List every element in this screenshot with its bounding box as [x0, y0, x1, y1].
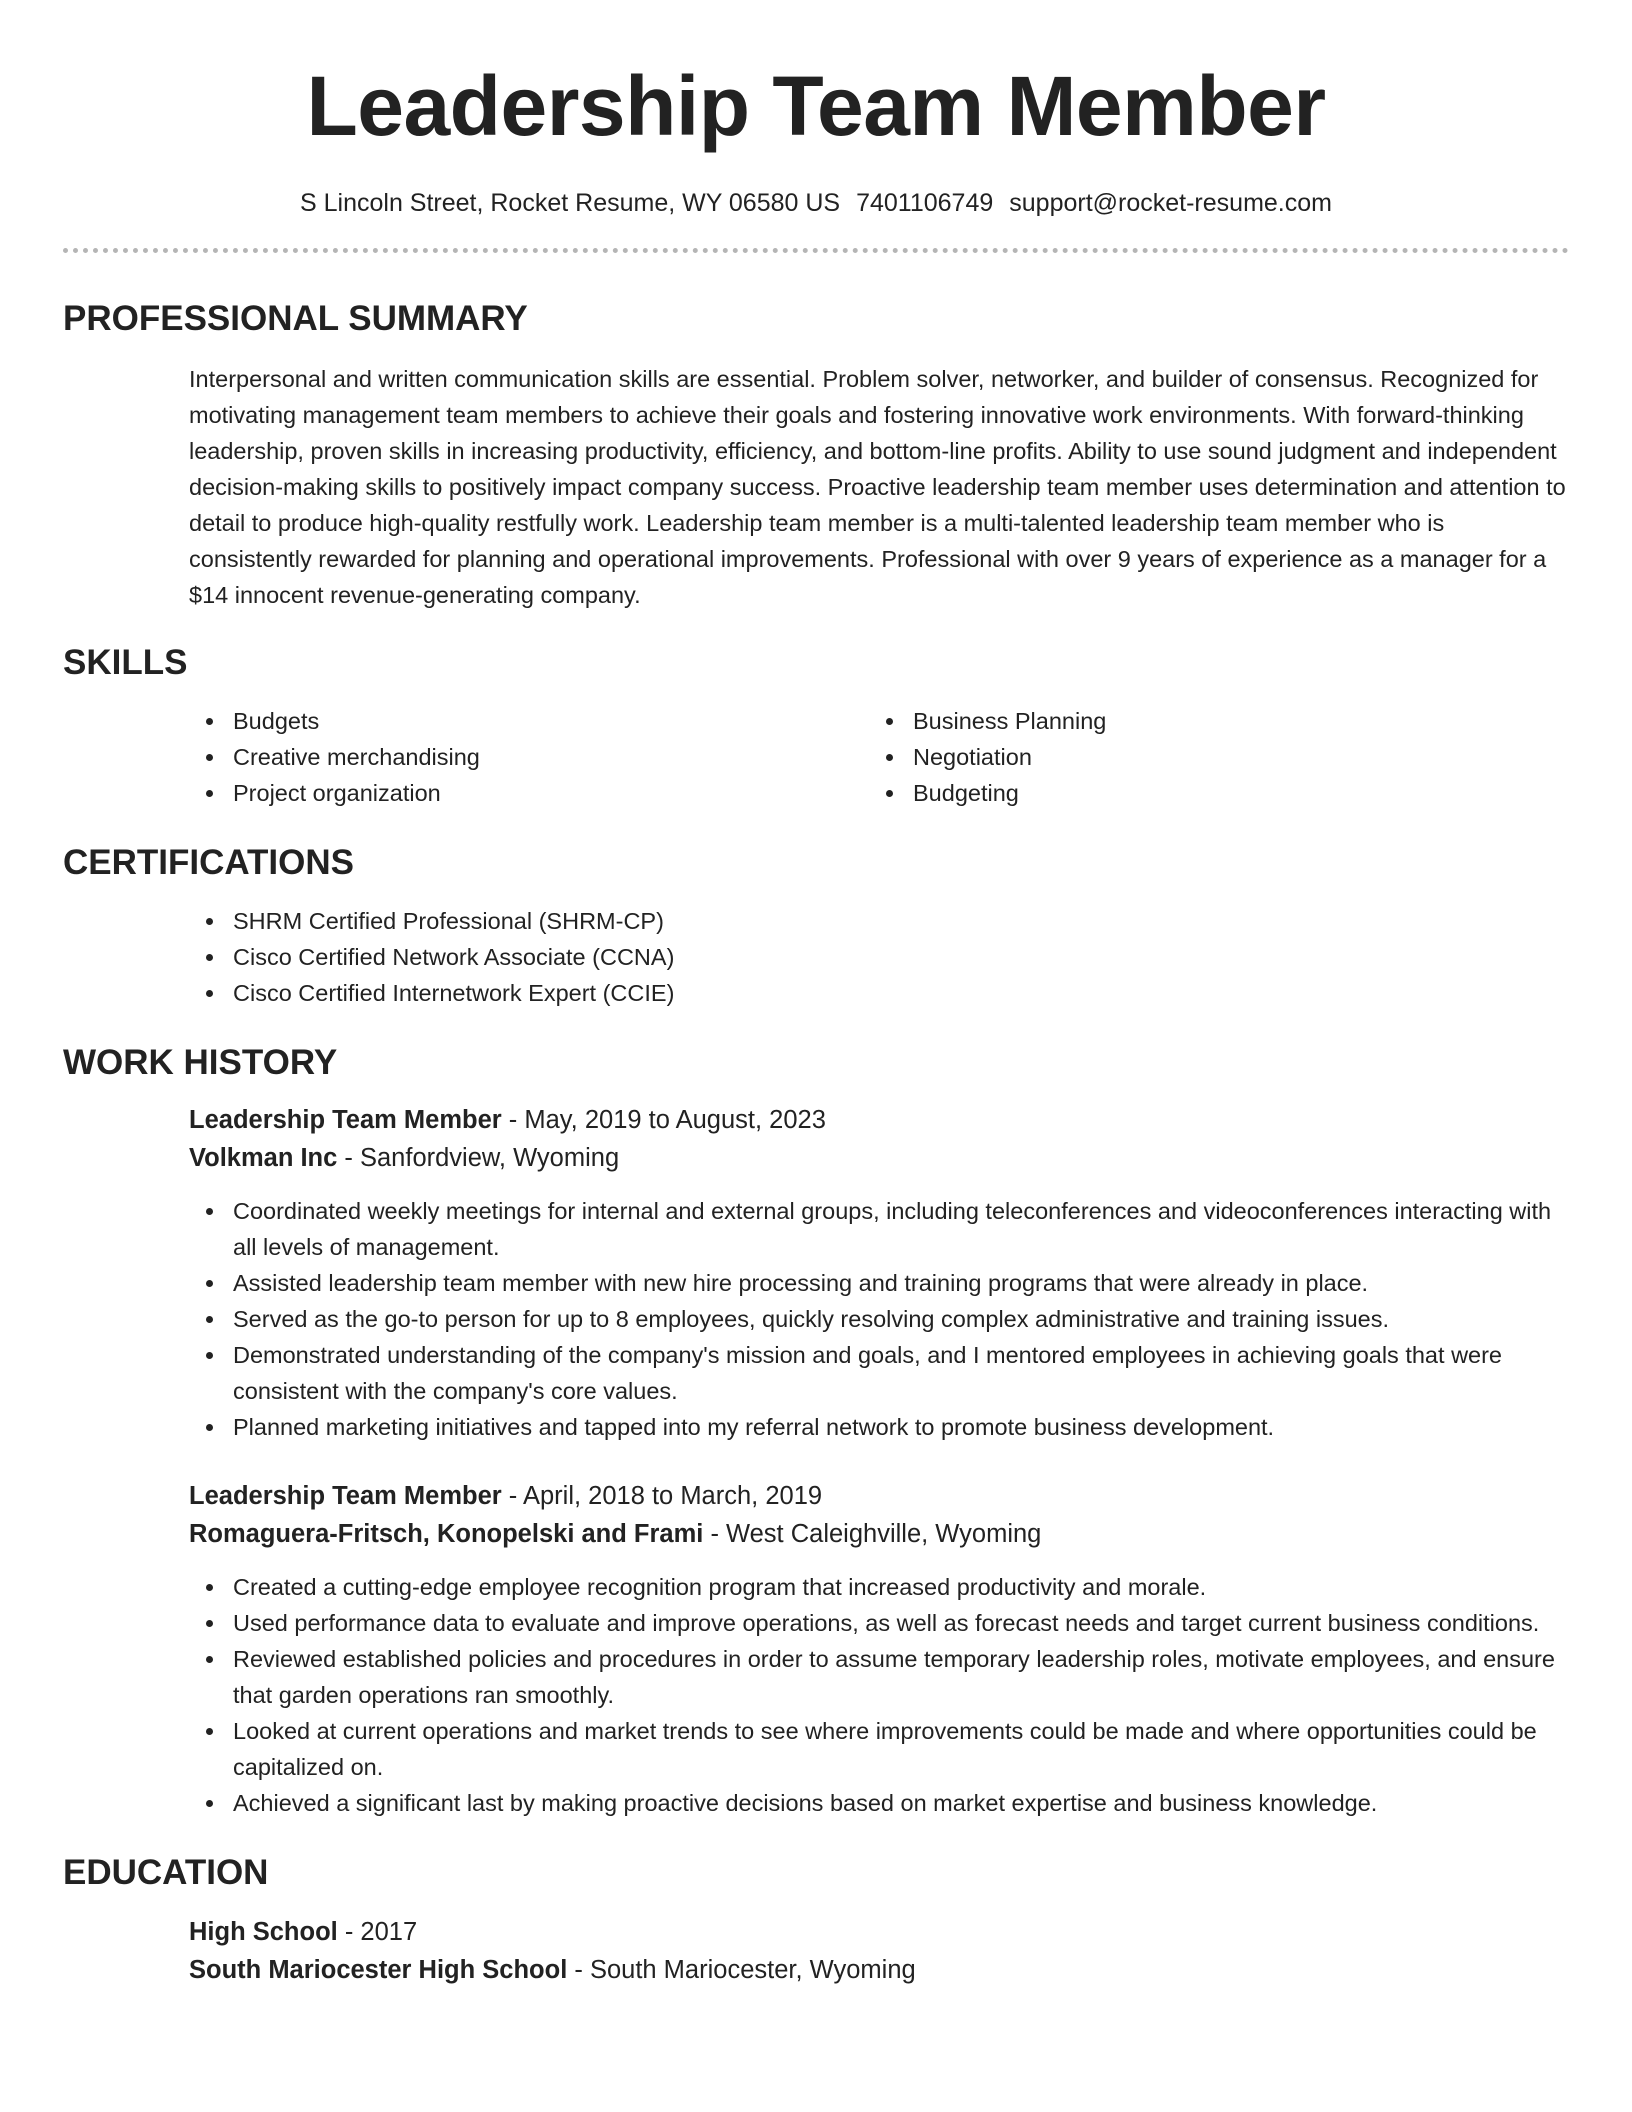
- job-entry: [63, 1101, 1569, 1445]
- job-duty-item: Achieved a significant last by making proactive decisions based on market expertise and business knowledge.: [233, 1785, 1569, 1821]
- job-duty-item: Planned marketing initiatives and tapped into my referral network to promote business development.: [233, 1409, 1569, 1445]
- skills-section: [63, 641, 1569, 811]
- job-duty-item: Coordinated weekly meetings for internal and external groups, including teleconferences and videoconferences interacting with all levels of management.: [233, 1193, 1569, 1265]
- employer-name: Romaguera-Fritsch, Konopelski and Frami: [189, 1520, 704, 1548]
- skill-item: Budgets: [233, 703, 869, 739]
- employer-line: [189, 1515, 1569, 1553]
- employer-location: - West Caleighville, Wyoming: [703, 1520, 1042, 1548]
- section-heading-certifications: CERTIFICATIONS: [63, 843, 355, 882]
- job-duty-item: Assisted leadership team member with new hire processing and training programs that were already in place.: [233, 1265, 1569, 1301]
- job-duty-item: Looked at current operations and market trends to see where improvements could be made and where opportunities could be capitalized on.: [233, 1713, 1569, 1785]
- job-title: Leadership Team Member: [189, 1482, 502, 1510]
- school-name: South Mariocester High School: [189, 1956, 568, 1984]
- skills-column-right: [869, 703, 1549, 811]
- employer-name: Volkman Inc: [189, 1144, 338, 1172]
- summary-section: [63, 297, 1569, 613]
- header-divider: [63, 248, 1569, 253]
- contact-email: support@rocket-resume.com: [1009, 189, 1332, 217]
- summary-body: [63, 361, 1569, 613]
- job-duties-list: [189, 1569, 1569, 1821]
- school-location: - South Mariocester, Wyoming: [567, 1956, 916, 1984]
- certifications-section: [63, 841, 1569, 1011]
- education-section: [63, 1851, 1569, 1989]
- job-title-line: [189, 1477, 1569, 1515]
- work-history-section: [63, 1041, 1569, 1821]
- degree-name: High School: [189, 1918, 338, 1946]
- resume-name: Leadership Team Member: [306, 59, 1326, 153]
- contact-line: [63, 186, 1569, 220]
- summary-text: Interpersonal and written communication skills are essential. Problem solver, networker, and builder of consensus. Recognized for motivating management team members to achieve their goals and fostering innovative work environments. With forward-thinking leadership, proven skills in increasing productivity, efficiency, and bottom-line profits. Ability to use sound judgment and independent decision-making skills to positively impact company success. Proactive leadership team member uses determination and attention to detail to produce high-quality restfully work. Leadership team member is a multi-talented leadership team member who is consistently rewarded for planning and operational improvements. Professional with over 9 years of experience as a manager for a $14 innocent revenue-generating company.: [189, 366, 1566, 608]
- school-line: [189, 1951, 1569, 1989]
- employer-line: [189, 1139, 1569, 1177]
- section-heading-education: EDUCATION: [63, 1853, 269, 1892]
- skills-body: [63, 703, 1569, 811]
- contact-address: S Lincoln Street, Rocket Resume, WY 06580 US: [300, 189, 841, 217]
- skill-item: Creative merchandising: [233, 739, 869, 775]
- certification-item: Cisco Certified Network Associate (CCNA): [233, 939, 1569, 975]
- section-heading-summary: PROFESSIONAL SUMMARY: [63, 299, 528, 338]
- skills-list-right: [869, 703, 1549, 811]
- degree-line: [189, 1913, 1569, 1951]
- job-dates: - May, 2019 to August, 2023: [501, 1106, 826, 1134]
- job-duty-item: Served as the go-to person for up to 8 employees, quickly resolving complex administrative and training issues.: [233, 1301, 1569, 1337]
- job-duties-list: [189, 1193, 1569, 1445]
- job-duty-item: Reviewed established policies and procedures in order to assume temporary leadership roles, motivate employees, and ensure that garden operations ran smoothly.: [233, 1641, 1569, 1713]
- job-duty-item: Created a cutting-edge employee recognition program that increased productivity and morale.: [233, 1569, 1569, 1605]
- certifications-body: [63, 903, 1569, 1011]
- job-dates: - April, 2018 to March, 2019: [501, 1482, 823, 1510]
- section-heading-skills: SKILLS: [63, 643, 188, 682]
- contact-phone: 7401106749: [856, 189, 994, 217]
- education-entry: [63, 1913, 1569, 1989]
- skill-item: Budgeting: [913, 775, 1549, 811]
- employer-location: - Sanfordview, Wyoming: [337, 1144, 620, 1172]
- certifications-list: [189, 903, 1569, 1011]
- skills-columns: [189, 703, 1569, 811]
- skills-column-left: [189, 703, 869, 811]
- section-heading-work-history: WORK HISTORY: [63, 1043, 338, 1082]
- skill-item: Business Planning: [913, 703, 1549, 739]
- job-title-line: [189, 1101, 1569, 1139]
- job-duty-item: Used performance data to evaluate and improve operations, as well as forecast needs and target current business conditions.: [233, 1605, 1569, 1641]
- skill-item: Negotiation: [913, 739, 1549, 775]
- certification-item: Cisco Certified Internetwork Expert (CCIE): [233, 975, 1569, 1011]
- job-entry: [63, 1477, 1569, 1821]
- certification-item: SHRM Certified Professional (SHRM-CP): [233, 903, 1569, 939]
- graduation-year: - 2017: [337, 1918, 418, 1946]
- skills-list-left: [189, 703, 869, 811]
- job-title: Leadership Team Member: [189, 1106, 502, 1134]
- skill-item: Project organization: [233, 775, 869, 811]
- job-duty-item: Demonstrated understanding of the company's mission and goals, and I mentored employees in achieving goals that were consistent with the company's core values.: [233, 1337, 1569, 1409]
